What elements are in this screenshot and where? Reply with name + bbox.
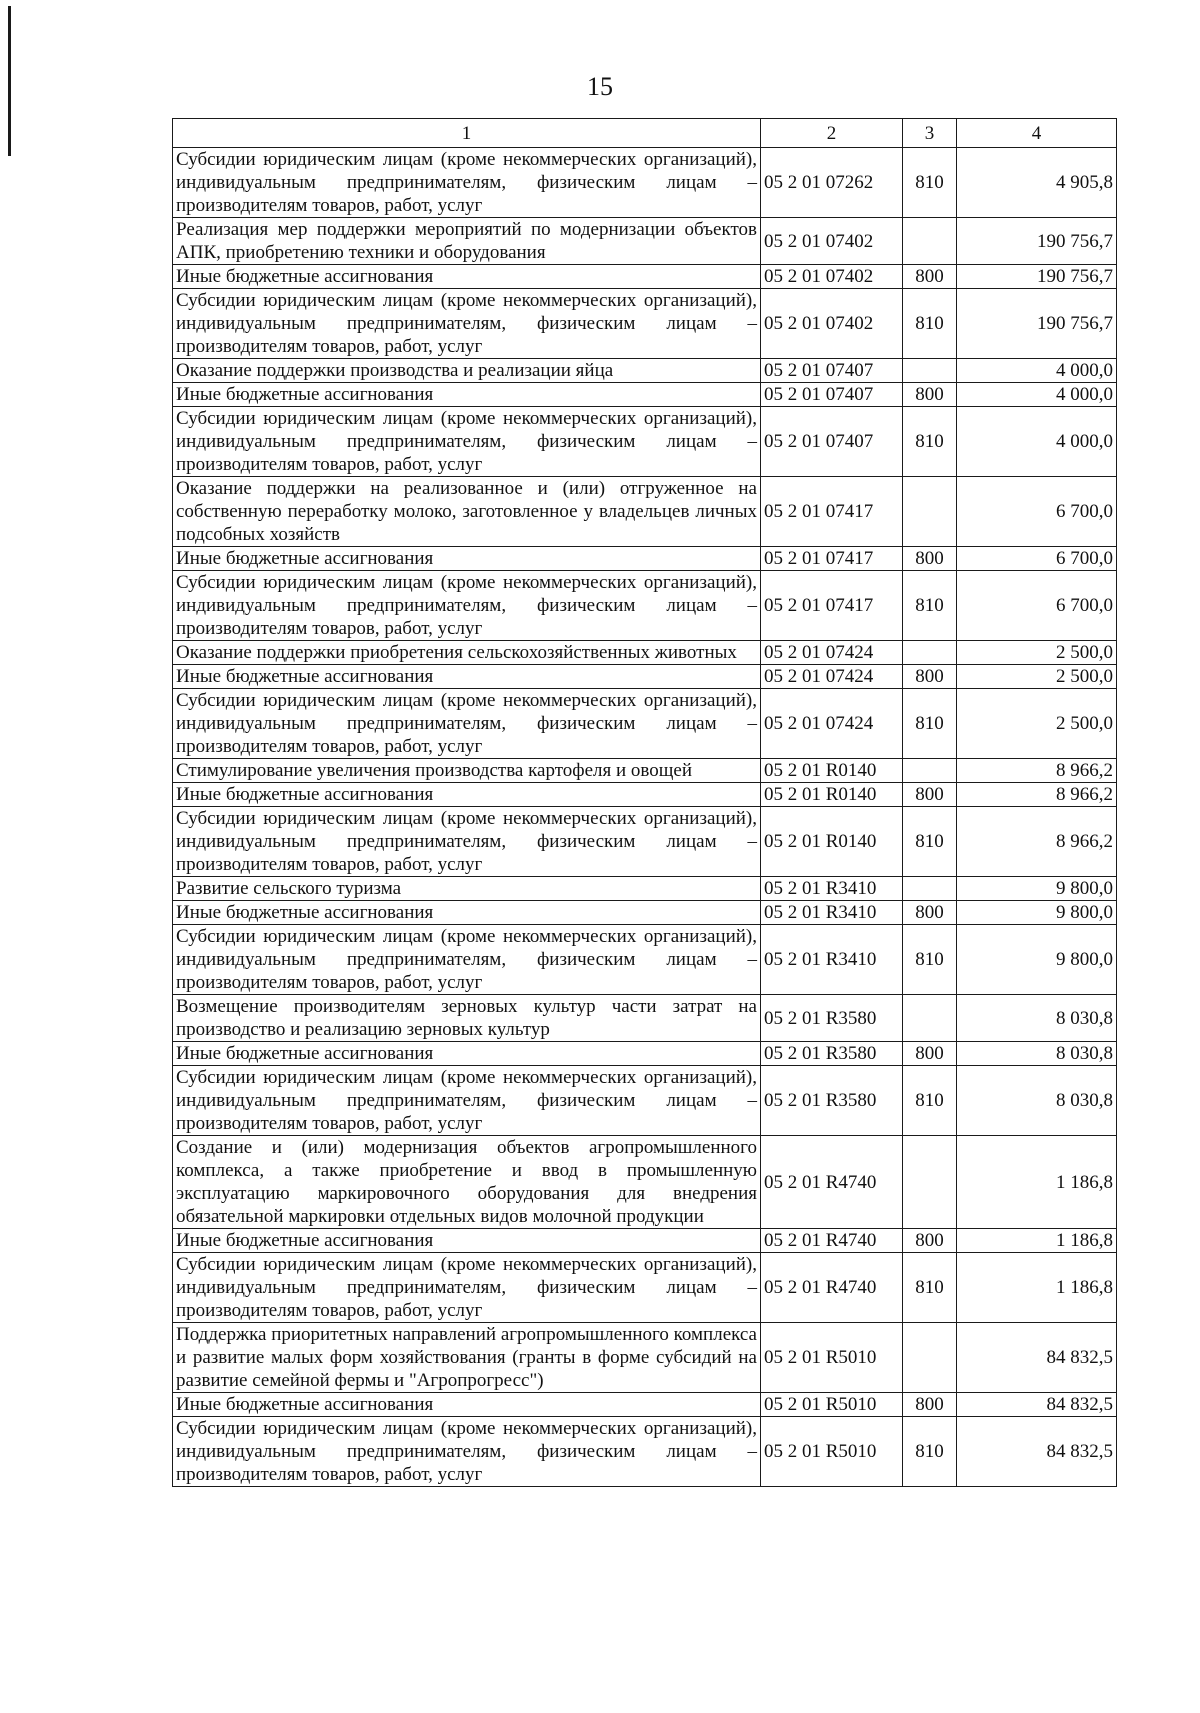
row-amount-cell: 9 800,0: [957, 901, 1117, 925]
row-name-cell: Иные бюджетные ассигнования: [173, 1229, 761, 1253]
table-row: [173, 665, 1117, 689]
table-row: [173, 289, 1117, 359]
row-type-cell: 800: [903, 547, 957, 571]
row-type-cell: 800: [903, 1042, 957, 1066]
row-type-cell: 800: [903, 1393, 957, 1417]
row-amount-cell: 4 905,8: [957, 148, 1117, 218]
row-name-cell: Создание и (или) модернизация объектов агропромышленного комплекса, а также приобретение и ввод в промышленную эксплуатацию маркировочного оборудования для внедрения обязательной маркировки отдельных видов молочной продукции: [173, 1136, 761, 1229]
row-code-cell: 05 2 01 07402: [761, 218, 903, 265]
row-name-cell: Стимулирование увеличения производства картофеля и овощей: [173, 759, 761, 783]
row-amount-cell: 4 000,0: [957, 407, 1117, 477]
row-code-cell: 05 2 01 R5010: [761, 1417, 903, 1487]
column-header-amount: 4: [957, 119, 1117, 148]
row-name-cell: Возмещение производителям зерновых культур части затрат на производство и реализацию зерновых культур: [173, 995, 761, 1042]
row-amount-cell: 190 756,7: [957, 289, 1117, 359]
row-type-cell: [903, 477, 957, 547]
row-amount-cell: 84 832,5: [957, 1417, 1117, 1487]
row-code-cell: 05 2 01 R3410: [761, 901, 903, 925]
row-type-cell: [903, 218, 957, 265]
row-name-cell: Иные бюджетные ассигнования: [173, 383, 761, 407]
row-type-cell: 810: [903, 807, 957, 877]
row-type-cell: 810: [903, 1417, 957, 1487]
row-name-cell: Субсидии юридическим лицам (кроме некоммерческих организаций), индивидуальным предпринимателям, физическим лицам – производителям товаров, работ, услуг: [173, 148, 761, 218]
row-name-cell: Оказание поддержки на реализованное и (или) отгруженное на собственную переработку молоко, заготовленное у владельцев личных подсобных хозяйств: [173, 477, 761, 547]
row-type-cell: 810: [903, 1253, 957, 1323]
row-type-cell: 800: [903, 665, 957, 689]
row-amount-cell: 6 700,0: [957, 547, 1117, 571]
row-name-cell: Субсидии юридическим лицам (кроме некоммерческих организаций), индивидуальным предпринимателям, физическим лицам – производителям товаров, работ, услуг: [173, 289, 761, 359]
row-code-cell: 05 2 01 07424: [761, 665, 903, 689]
row-code-cell: 05 2 01 R4740: [761, 1253, 903, 1323]
row-code-cell: 05 2 01 R5010: [761, 1393, 903, 1417]
row-amount-cell: 84 832,5: [957, 1323, 1117, 1393]
row-name-cell: Субсидии юридическим лицам (кроме некоммерческих организаций), индивидуальным предпринимателям, физическим лицам – производителям товаров, работ, услуг: [173, 1253, 761, 1323]
row-code-cell: 05 2 01 R3410: [761, 877, 903, 901]
table-row: [173, 901, 1117, 925]
row-type-cell: 810: [903, 571, 957, 641]
row-type-cell: [903, 877, 957, 901]
row-code-cell: 05 2 01 R3410: [761, 925, 903, 995]
row-amount-cell: 8 030,8: [957, 1042, 1117, 1066]
row-amount-cell: 9 800,0: [957, 877, 1117, 901]
row-code-cell: 05 2 01 07417: [761, 571, 903, 641]
row-type-cell: 800: [903, 265, 957, 289]
table-row: [173, 547, 1117, 571]
row-type-cell: [903, 759, 957, 783]
row-code-cell: 05 2 01 07402: [761, 289, 903, 359]
table-row: [173, 1066, 1117, 1136]
row-amount-cell: 4 000,0: [957, 359, 1117, 383]
table-header-row: [173, 119, 1117, 148]
table-row: [173, 1323, 1117, 1393]
table-row: [173, 689, 1117, 759]
row-name-cell: Оказание поддержки приобретения сельскохозяйственных животных: [173, 641, 761, 665]
table-row: [173, 877, 1117, 901]
row-type-cell: 800: [903, 783, 957, 807]
row-name-cell: Иные бюджетные ассигнования: [173, 783, 761, 807]
row-code-cell: 05 2 01 07407: [761, 359, 903, 383]
row-name-cell: Субсидии юридическим лицам (кроме некоммерческих организаций), индивидуальным предпринимателям, физическим лицам – производителям товаров, работ, услуг: [173, 571, 761, 641]
row-code-cell: 05 2 01 R3580: [761, 995, 903, 1042]
row-amount-cell: 6 700,0: [957, 477, 1117, 547]
row-type-cell: 810: [903, 407, 957, 477]
row-type-cell: [903, 995, 957, 1042]
row-code-cell: 05 2 01 07407: [761, 383, 903, 407]
row-amount-cell: 1 186,8: [957, 1253, 1117, 1323]
row-code-cell: 05 2 01 07424: [761, 641, 903, 665]
row-type-cell: 810: [903, 925, 957, 995]
table-row: [173, 1417, 1117, 1487]
row-amount-cell: 4 000,0: [957, 383, 1117, 407]
budget-table: [172, 118, 1117, 1487]
row-code-cell: 05 2 01 R3580: [761, 1066, 903, 1136]
row-name-cell: Развитие сельского туризма: [173, 877, 761, 901]
row-code-cell: 05 2 01 R5010: [761, 1323, 903, 1393]
table-row: [173, 148, 1117, 218]
table-row: [173, 265, 1117, 289]
row-name-cell: Субсидии юридическим лицам (кроме некоммерческих организаций), индивидуальным предпринимателям, физическим лицам – производителям товаров, работ, услуг: [173, 407, 761, 477]
row-code-cell: 05 2 01 07417: [761, 547, 903, 571]
table-row: [173, 1393, 1117, 1417]
row-amount-cell: 6 700,0: [957, 571, 1117, 641]
row-name-cell: Иные бюджетные ассигнования: [173, 665, 761, 689]
table-row: [173, 925, 1117, 995]
row-amount-cell: 84 832,5: [957, 1393, 1117, 1417]
row-name-cell: Иные бюджетные ассигнования: [173, 901, 761, 925]
table-row: [173, 783, 1117, 807]
row-amount-cell: 2 500,0: [957, 689, 1117, 759]
row-name-cell: Субсидии юридическим лицам (кроме некоммерческих организаций), индивидуальным предпринимателям, физическим лицам – производителям товаров, работ, услуг: [173, 1066, 761, 1136]
row-name-cell: Иные бюджетные ассигнования: [173, 265, 761, 289]
row-amount-cell: 1 186,8: [957, 1136, 1117, 1229]
row-code-cell: 05 2 01 R0140: [761, 807, 903, 877]
row-name-cell: Субсидии юридическим лицам (кроме некоммерческих организаций), индивидуальным предпринимателям, физическим лицам – производителям товаров, работ, услуг: [173, 925, 761, 995]
row-type-cell: [903, 1136, 957, 1229]
row-name-cell: Оказание поддержки производства и реализации яйца: [173, 359, 761, 383]
row-type-cell: 800: [903, 1229, 957, 1253]
row-amount-cell: 8 030,8: [957, 1066, 1117, 1136]
table-row: [173, 1136, 1117, 1229]
row-type-cell: 810: [903, 289, 957, 359]
row-code-cell: 05 2 01 07402: [761, 265, 903, 289]
table-row: [173, 218, 1117, 265]
row-name-cell: Иные бюджетные ассигнования: [173, 1042, 761, 1066]
row-type-cell: 810: [903, 1066, 957, 1136]
row-amount-cell: 8 966,2: [957, 783, 1117, 807]
row-amount-cell: 2 500,0: [957, 665, 1117, 689]
page-number: 15: [587, 72, 613, 101]
row-type-cell: 800: [903, 901, 957, 925]
row-amount-cell: 8 030,8: [957, 995, 1117, 1042]
row-code-cell: 05 2 01 R4740: [761, 1229, 903, 1253]
row-amount-cell: 9 800,0: [957, 925, 1117, 995]
row-name-cell: Субсидии юридическим лицам (кроме некоммерческих организаций), индивидуальным предпринимателям, физическим лицам – производителям товаров, работ, услуг: [173, 1417, 761, 1487]
column-header-type: 3: [903, 119, 957, 148]
row-name-cell: Реализация мер поддержки мероприятий по модернизации объектов АПК, приобретению техники и оборудования: [173, 218, 761, 265]
table-row: [173, 995, 1117, 1042]
row-name-cell: Иные бюджетные ассигнования: [173, 1393, 761, 1417]
row-type-cell: 810: [903, 148, 957, 218]
row-code-cell: 05 2 01 R0140: [761, 783, 903, 807]
table-row: [173, 359, 1117, 383]
row-amount-cell: 1 186,8: [957, 1229, 1117, 1253]
row-name-cell: Иные бюджетные ассигнования: [173, 547, 761, 571]
row-code-cell: 05 2 01 07262: [761, 148, 903, 218]
table-row: [173, 571, 1117, 641]
table-row: [173, 641, 1117, 665]
row-name-cell: Поддержка приоритетных направлений агропромышленного комплекса и развитие малых форм хозяйствования (гранты в форме субсидий на развитие семейной фермы и "Агропрогресс"): [173, 1323, 761, 1393]
row-amount-cell: 190 756,7: [957, 265, 1117, 289]
row-code-cell: 05 2 01 R4740: [761, 1136, 903, 1229]
row-code-cell: 05 2 01 R3580: [761, 1042, 903, 1066]
row-name-cell: Субсидии юридическим лицам (кроме некоммерческих организаций), индивидуальным предпринимателям, физическим лицам – производителям товаров, работ, услуг: [173, 807, 761, 877]
row-code-cell: 05 2 01 07417: [761, 477, 903, 547]
row-amount-cell: 8 966,2: [957, 759, 1117, 783]
row-amount-cell: 190 756,7: [957, 218, 1117, 265]
table-row: [173, 1229, 1117, 1253]
row-type-cell: 810: [903, 689, 957, 759]
table-body: [173, 148, 1117, 1487]
table-row: [173, 407, 1117, 477]
row-type-cell: [903, 359, 957, 383]
row-code-cell: 05 2 01 07424: [761, 689, 903, 759]
row-code-cell: 05 2 01 07407: [761, 407, 903, 477]
column-header-name: 1: [173, 119, 761, 148]
column-header-code: 2: [761, 119, 903, 148]
row-type-cell: [903, 641, 957, 665]
table-row: [173, 807, 1117, 877]
table-row: [173, 1253, 1117, 1323]
row-amount-cell: 2 500,0: [957, 641, 1117, 665]
row-code-cell: 05 2 01 R0140: [761, 759, 903, 783]
table-row: [173, 759, 1117, 783]
row-type-cell: 800: [903, 383, 957, 407]
row-amount-cell: 8 966,2: [957, 807, 1117, 877]
row-type-cell: [903, 1323, 957, 1393]
table-row: [173, 383, 1117, 407]
row-name-cell: Субсидии юридическим лицам (кроме некоммерческих организаций), индивидуальным предпринимателям, физическим лицам – производителям товаров, работ, услуг: [173, 689, 761, 759]
table-row: [173, 1042, 1117, 1066]
table-row: [173, 477, 1117, 547]
